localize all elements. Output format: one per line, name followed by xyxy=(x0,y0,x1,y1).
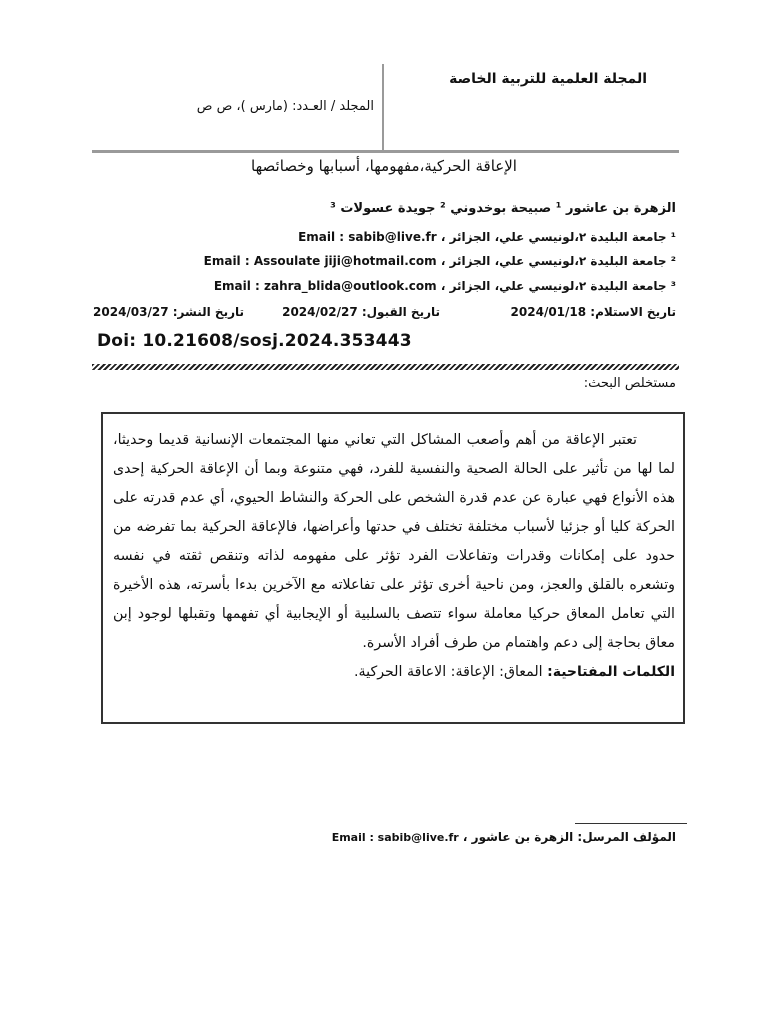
paper-title: الإعاقة الحركية،مفهومها، أسبابها وخصائصها xyxy=(251,157,517,175)
journal-name: المجلة العلمية للتربية الخاصة xyxy=(449,71,647,87)
keywords: المعاق: الإعاقة: الاعاقة الحركية. xyxy=(354,664,548,680)
abstract-body: تعتبر الإعاقة من أهم وأصعب المشاكل التي تعاني منها المجتمعات الإنسانية قديما وحديثا، لما لها من تأثير على الحالة الصحية والنفسية للفرد، فهي متنوعة وبما أن الإعاقة الحركية إحدى هذه الأنواع فهي عبارة عن عدم قدرة الشخص على الحركة والنشاط الحيوي، أي عدم قدرته على الحركة كليا أو جزئيا لأسباب مختلفة تختلف في حدتها وأعراضها، فالإعاقة الحركية بما تفرضه من حدود على إمكانات وقدرات وتفاعلات الفرد تؤثر على مفهومه لذاته وتنقص ثقته في نفسه وتشعره بالقلق والعجز، ومن ناحية أخرى تؤثر على تفاعلاته مع الآخرين بدءا بأسرته، هذه الأخيرة التي تعامل المعاق حركيا معاملة سواء تتصف بالسلبية أو الإيجابية أي تفهمها وتقبلها لوجود إبن معاق بحاجة إلى دعم واهتمام من طرف أفراد الأسرة. xyxy=(113,432,675,651)
date-received: تاريخ الاستلام: 2024/01/18 xyxy=(510,305,676,319)
header-divider-horizontal xyxy=(92,150,679,153)
doi[interactable]: Doi: 10.21608/sosj.2024.353443 xyxy=(97,331,412,351)
affiliation-email[interactable]: Email : zahra_blida@outlook.com xyxy=(213,279,437,293)
abstract-text xyxy=(113,426,675,687)
affiliation-3 xyxy=(214,279,676,293)
header-divider-vertical xyxy=(382,64,384,152)
volume-issue-line: المجلد / العـدد: (مارس )، ص ص xyxy=(196,99,374,114)
corresponding-email[interactable]: Email : sabib@live.fr xyxy=(331,831,459,844)
keywords-label: الكلمات المفتاحية: xyxy=(547,664,675,680)
corresponding-author xyxy=(332,830,676,844)
date-published: تاريخ النشر: 2024/03/27 xyxy=(93,305,244,319)
decorative-divider xyxy=(92,364,679,370)
affiliation-text: ³ جامعة البليدة ٢،لونيسي علي، الجزائر ، xyxy=(436,279,676,293)
abstract-box xyxy=(101,412,685,724)
date-accepted: تاريخ القبول: 2024/02/27 xyxy=(282,305,440,319)
affiliation-1 xyxy=(298,230,676,244)
corresponding-label: المؤلف المرسل: الزهرة بن عاشور ، xyxy=(458,830,676,844)
affiliation-email[interactable]: Email : Assoulate jiji@hotmail.com xyxy=(203,254,437,268)
affiliation-text: ¹ جامعة البليدة ٢،لونيسي علي، الجزائر ، xyxy=(436,230,676,244)
footnote-rule xyxy=(575,823,687,824)
affiliation-text: ² جامعة البليدة ٢،لونيسي علي، الجزائر ، xyxy=(436,254,676,268)
affiliation-2 xyxy=(204,254,676,268)
abstract-heading: مستخلص البحث: xyxy=(583,376,676,391)
authors-line: الزهرة بن عاشور ¹ صبيحة بوخدوني ² جويدة عسولات ³ xyxy=(330,201,676,216)
affiliation-email[interactable]: Email : sabib@live.fr xyxy=(298,230,437,244)
